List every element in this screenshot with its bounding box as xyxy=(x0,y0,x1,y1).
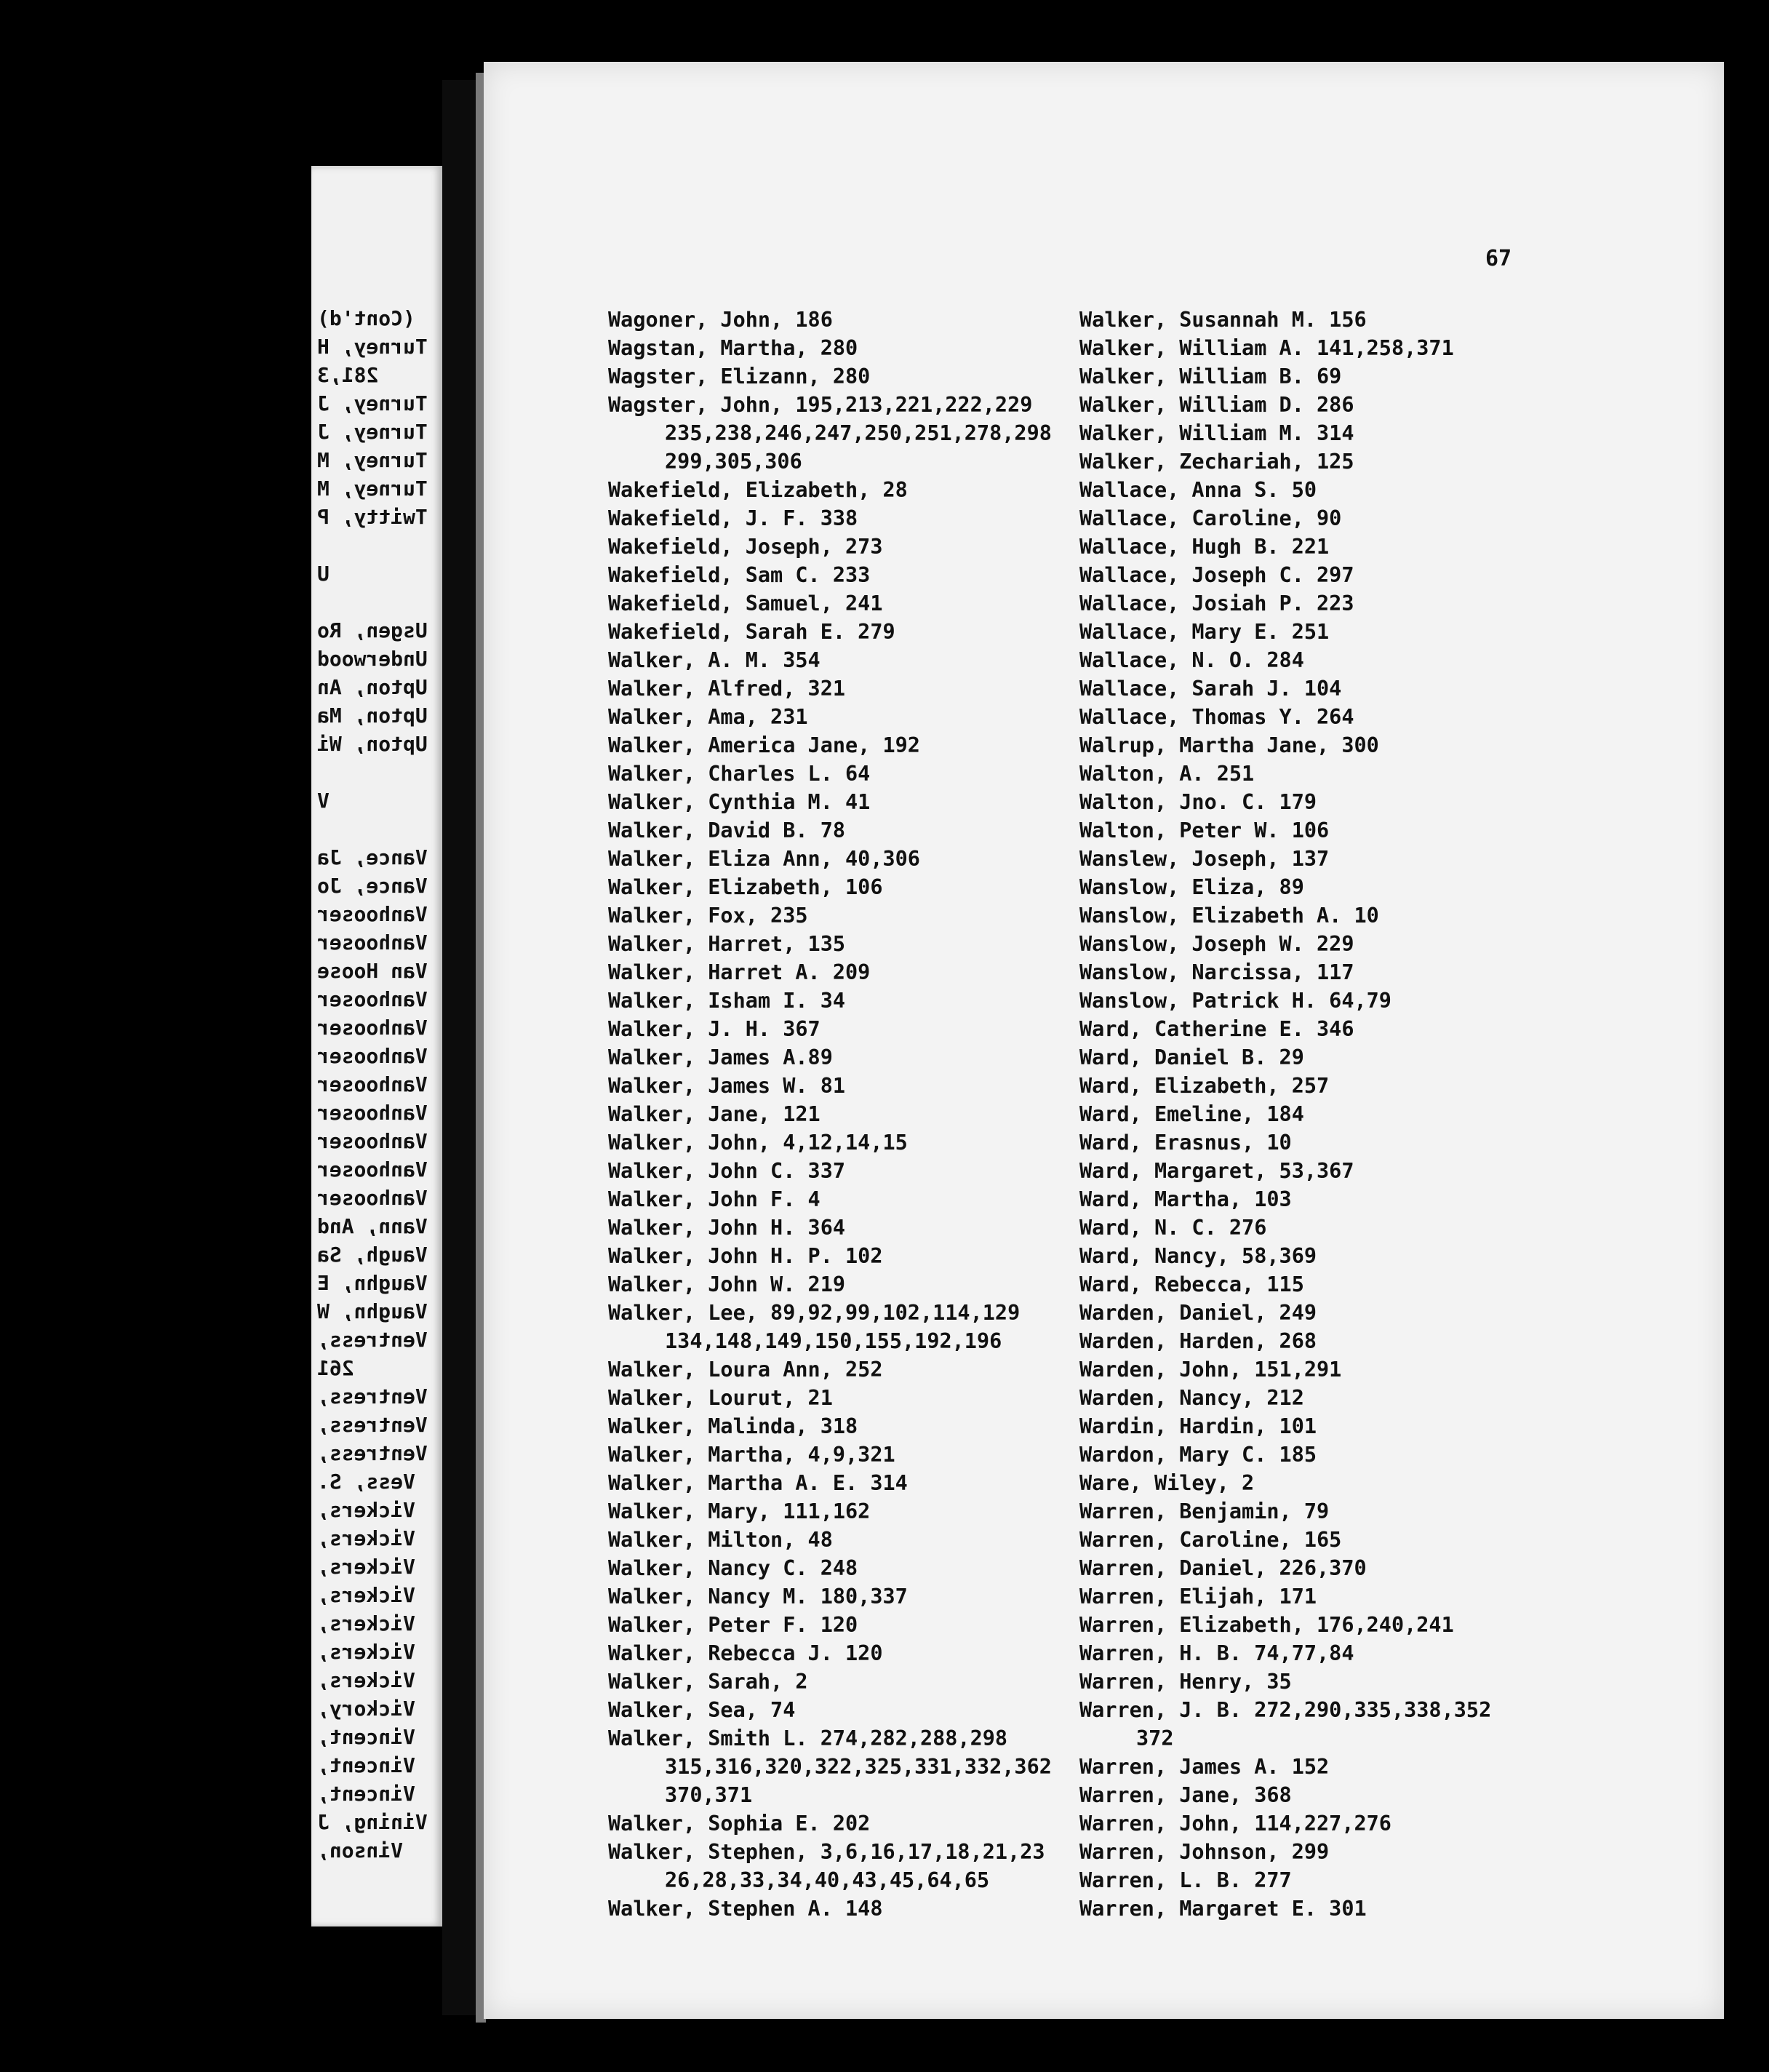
index-entry: 370,371 xyxy=(665,1783,753,1807)
index-entry: Wallace, Joseph C. 297 xyxy=(1079,563,1354,587)
mirrored-line: Ventress, xyxy=(317,1384,428,1408)
mirrored-line: Vickers, xyxy=(317,1526,415,1550)
index-entry: 315,316,320,322,325,331,332,362 xyxy=(665,1755,1052,1779)
page-number: 67 xyxy=(1485,246,1512,271)
mirrored-line: Vanhooser xyxy=(317,1044,428,1068)
index-entry: Wanslow, Elizabeth A. 10 xyxy=(1079,904,1379,928)
index-entry: Walker, Stephen A. 148 xyxy=(608,1897,883,1921)
index-entry: Warren, H. B. 74,77,84 xyxy=(1079,1641,1354,1665)
index-entry: Wanslow, Joseph W. 229 xyxy=(1079,932,1354,956)
index-entry: Warren, John, 114,227,276 xyxy=(1079,1812,1391,1836)
index-entry: Wagstan, Martha, 280 xyxy=(608,336,858,360)
index-entry: Warren, L. B. 277 xyxy=(1079,1868,1292,1892)
index-column-left xyxy=(608,306,1052,1923)
book-spine xyxy=(442,80,476,2015)
index-entry: Walton, Peter W. 106 xyxy=(1079,818,1330,842)
index-entry: Walker, Lee, 89,92,99,102,114,129 xyxy=(608,1301,1021,1325)
mirrored-line: Vincent, xyxy=(317,1782,415,1806)
index-entry: Wagster, John, 195,213,221,222,229 xyxy=(608,393,1033,417)
mirrored-line: Upton, An xyxy=(317,675,428,699)
index-entry: Walker, Nancy C. 248 xyxy=(608,1556,858,1580)
mirrored-line: Underwood xyxy=(317,647,428,671)
index-entry: Walker, Ama, 231 xyxy=(608,705,808,729)
mirrored-line: Vining, J xyxy=(317,1810,428,1834)
index-entry: Walker, Sea, 74 xyxy=(608,1698,796,1722)
index-entry: Walker, Isham I. 34 xyxy=(608,989,846,1013)
index-entry: Walker, John H. 364 xyxy=(608,1216,846,1240)
mirrored-line: Vaughn, W xyxy=(317,1299,428,1323)
mirrored-line: Turney, J xyxy=(317,420,428,444)
mirrored-line: (Cont'd) xyxy=(317,306,415,330)
mirrored-line: 281,3 xyxy=(317,363,379,387)
index-entry: 299,305,306 xyxy=(665,450,802,474)
index-entry: Walker, Milton, 48 xyxy=(608,1528,833,1552)
index-entry: Ward, Catherine E. 346 xyxy=(1079,1017,1354,1041)
index-entry: Wanslow, Patrick H. 64,79 xyxy=(1079,989,1391,1013)
index-entry: Walker, Stephen, 3,6,16,17,18,21,23 xyxy=(608,1840,1045,1864)
mirrored-line: Ventress, xyxy=(317,1413,428,1437)
index-entry: Walker, Mary, 111,162 xyxy=(608,1499,871,1523)
index-entry: Warren, Caroline, 165 xyxy=(1079,1528,1342,1552)
index-entry: Warren, Jane, 368 xyxy=(1079,1783,1292,1807)
index-entry: Walker, John C. 337 xyxy=(608,1159,846,1183)
index-entry: Walker, John F. 4 xyxy=(608,1187,820,1211)
index-entry: 26,28,33,34,40,43,45,64,65 xyxy=(665,1868,990,1892)
index-entry: Walker, J. H. 367 xyxy=(608,1017,820,1041)
index-entry: Warren, Johnson, 299 xyxy=(1079,1840,1330,1864)
mirrored-line: Vaugh, Sa xyxy=(317,1243,428,1267)
mirrored-line: Vickers, xyxy=(317,1668,415,1692)
index-entry: Ward, N. C. 276 xyxy=(1079,1216,1267,1240)
index-entry: 235,238,246,247,250,251,278,298 xyxy=(665,421,1052,445)
index-entry: Walker, America Jane, 192 xyxy=(608,733,920,757)
index-entry: Warren, James A. 152 xyxy=(1079,1755,1330,1779)
index-entry: Warden, Nancy, 212 xyxy=(1079,1386,1304,1410)
index-entry: 372 xyxy=(1136,1726,1174,1750)
index-entry: Walker, A. M. 354 xyxy=(608,648,820,672)
index-entry: Walker, Sophia E. 202 xyxy=(608,1812,871,1836)
mirrored-line: U xyxy=(317,562,330,586)
index-entry: Walton, Jno. C. 179 xyxy=(1079,790,1317,814)
mirrored-line: V xyxy=(317,789,330,813)
index-entry: Ward, Rebecca, 115 xyxy=(1079,1272,1304,1296)
index-entry: Walker, Martha, 4,9,321 xyxy=(608,1443,895,1467)
mirrored-line: Vanhooser xyxy=(317,902,428,926)
index-entry: Walker, Alfred, 321 xyxy=(608,677,846,701)
index-entry: Wardin, Hardin, 101 xyxy=(1079,1414,1317,1438)
mirrored-line: 261 xyxy=(317,1356,354,1380)
index-entry: Warren, Henry, 35 xyxy=(1079,1670,1292,1694)
mirrored-line: Vance, Ja xyxy=(317,845,428,869)
index-entry: Walker, Jane, 121 xyxy=(608,1102,820,1126)
index-entry: Wallace, Thomas Y. 264 xyxy=(1079,705,1354,729)
index-entry: Wagster, Elizann, 280 xyxy=(608,364,871,388)
mirrored-line: Vincent, xyxy=(317,1753,415,1777)
mirrored-line: Vickory, xyxy=(317,1697,415,1721)
mirrored-line: Upton, Wi xyxy=(317,732,428,756)
index-entry: Wallace, Caroline, 90 xyxy=(1079,506,1342,530)
index-entry: Wallace, Anna S. 50 xyxy=(1079,478,1317,502)
index-entry: Walker, Elizabeth, 106 xyxy=(608,875,883,899)
index-entry: Warden, John, 151,291 xyxy=(1079,1358,1342,1382)
index-entry: Wakefield, Sarah E. 279 xyxy=(608,620,895,644)
index-entry: Wallace, N. O. 284 xyxy=(1079,648,1304,672)
index-entry: Ward, Margaret, 53,367 xyxy=(1079,1159,1354,1183)
index-entry: Walker, Rebecca J. 120 xyxy=(608,1641,883,1665)
index-entry: Walker, William D. 286 xyxy=(1079,393,1354,417)
index-entry: Wallace, Josiah P. 223 xyxy=(1079,591,1354,615)
mirrored-line: Upton, Ma xyxy=(317,704,428,728)
mirrored-line: Van Hoose xyxy=(317,959,428,983)
mirrored-line: Vincent, xyxy=(317,1725,415,1749)
index-entry: Walker, James A.89 xyxy=(608,1045,833,1069)
mirrored-line: Turney, M xyxy=(317,477,428,501)
index-entry: Walker, Sarah, 2 xyxy=(608,1670,808,1694)
index-entry: Warren, Elijah, 171 xyxy=(1079,1585,1317,1609)
index-entry: Walker, Fox, 235 xyxy=(608,904,808,928)
mirrored-line: Turney, M xyxy=(317,448,428,472)
index-entry: Walker, Charles L. 64 xyxy=(608,762,871,786)
index-entry: Walker, Zechariah, 125 xyxy=(1079,450,1354,474)
mirrored-line: Vess, S. xyxy=(317,1470,415,1494)
mirrored-line: Vickers, xyxy=(317,1555,415,1579)
mirrored-line: Vanhooser xyxy=(317,1129,428,1153)
index-entry: Walker, John H. P. 102 xyxy=(608,1244,883,1268)
index-entry: Warden, Daniel, 249 xyxy=(1079,1301,1317,1325)
index-entry: Walker, Eliza Ann, 40,306 xyxy=(608,847,920,871)
index-entry: Walker, Peter F. 120 xyxy=(608,1613,858,1637)
index-entry: Ward, Elizabeth, 257 xyxy=(1079,1074,1330,1098)
mirrored-line: Vanhooser xyxy=(317,1016,428,1040)
index-entry: Walker, David B. 78 xyxy=(608,818,846,842)
index-entry: Ward, Daniel B. 29 xyxy=(1079,1045,1304,1069)
index-entry: Wakefield, Joseph, 273 xyxy=(608,535,883,559)
index-entry: Wallace, Mary E. 251 xyxy=(1079,620,1330,644)
index-entry: Wanslow, Narcissa, 117 xyxy=(1079,960,1354,984)
index-entry: Ward, Erasnus, 10 xyxy=(1079,1131,1292,1155)
index-entry: Walker, Nancy M. 180,337 xyxy=(608,1585,908,1609)
index-entry: Wanslew, Joseph, 137 xyxy=(1079,847,1330,871)
index-entry: Wagoner, John, 186 xyxy=(608,308,833,332)
index-entry: Walker, Loura Ann, 252 xyxy=(608,1358,883,1382)
index-entry: Walrup, Martha Jane, 300 xyxy=(1079,733,1379,757)
index-entry: Wardon, Mary C. 185 xyxy=(1079,1443,1317,1467)
index-entry: Walker, Martha A. E. 314 xyxy=(608,1471,908,1495)
mirrored-line: Vance, Jo xyxy=(317,874,428,898)
index-entry: Walker, Harret, 135 xyxy=(608,932,846,956)
index-entry: Walker, William B. 69 xyxy=(1079,364,1342,388)
index-column-right xyxy=(1079,306,1491,1923)
index-entry: Wanslow, Eliza, 89 xyxy=(1079,875,1304,899)
index-entry: Walker, Susannah M. 156 xyxy=(1079,308,1367,332)
index-entry: Warren, J. B. 272,290,335,338,352 xyxy=(1079,1698,1492,1722)
mirrored-line: Turney, J xyxy=(317,391,428,415)
index-entry: Walker, John, 4,12,14,15 xyxy=(608,1131,908,1155)
mirrored-line: Vaughn, E xyxy=(317,1271,428,1295)
mirrored-line: Vickers, xyxy=(317,1640,415,1664)
index-entry: Ward, Nancy, 58,369 xyxy=(1079,1244,1317,1268)
index-entry: Walker, Cynthia M. 41 xyxy=(608,790,871,814)
index-entry: Wallace, Sarah J. 104 xyxy=(1079,677,1342,701)
mirrored-line: Usgen, Ro xyxy=(317,618,428,642)
mirrored-line: Vinson, xyxy=(317,1838,404,1862)
mirrored-line: Vickers, xyxy=(317,1611,415,1635)
index-entry: Warren, Benjamin, 79 xyxy=(1079,1499,1330,1523)
mirrored-line: Vann, And xyxy=(317,1214,428,1238)
index-entry: 134,148,149,150,155,192,196 xyxy=(665,1329,1002,1353)
index-entry: Warren, Margaret E. 301 xyxy=(1079,1897,1367,1921)
index-entry: Walker, John W. 219 xyxy=(608,1272,846,1296)
index-entry: Wallace, Hugh B. 221 xyxy=(1079,535,1330,559)
index-entry: Wakefield, Elizabeth, 28 xyxy=(608,478,908,502)
index-entry: Ward, Emeline, 184 xyxy=(1079,1102,1304,1126)
mirrored-line: Turney, H xyxy=(317,335,428,359)
facing-page-strip xyxy=(311,166,442,1926)
index-entry: Walker, Lourut, 21 xyxy=(608,1386,833,1410)
mirrored-line: Ventress, xyxy=(317,1328,428,1352)
mirrored-line: Ventress, xyxy=(317,1441,428,1465)
index-entry: Wakefield, J. F. 338 xyxy=(608,506,858,530)
index-entry: Walker, Smith L. 274,282,288,298 xyxy=(608,1726,1008,1750)
index-entry: Warren, Daniel, 226,370 xyxy=(1079,1556,1367,1580)
index-entry: Walker, Malinda, 318 xyxy=(608,1414,858,1438)
mirrored-line: Vickers, xyxy=(317,1498,415,1522)
mirrored-line: Vanhooser xyxy=(317,1157,428,1182)
index-entry: Wakefield, Sam C. 233 xyxy=(608,563,871,587)
mirrored-line: Vickers, xyxy=(317,1583,415,1607)
mirrored-line: Vanhooser xyxy=(317,1101,428,1125)
index-entry: Ware, Wiley, 2 xyxy=(1079,1471,1255,1495)
index-entry: Wakefield, Samuel, 241 xyxy=(608,591,883,615)
mirrored-line: Vanhooser xyxy=(317,987,428,1011)
index-entry: Warren, Elizabeth, 176,240,241 xyxy=(1079,1613,1454,1637)
index-entry: Ward, Martha, 103 xyxy=(1079,1187,1292,1211)
mirrored-line: Vanhooser xyxy=(317,1072,428,1096)
index-entry: Warden, Harden, 268 xyxy=(1079,1329,1317,1353)
index-entry: Walker, William A. 141,258,371 xyxy=(1079,336,1454,360)
mirrored-text-area xyxy=(311,166,442,1926)
index-entry: Walker, James W. 81 xyxy=(608,1074,846,1098)
mirrored-line: Vanhooser xyxy=(317,931,428,955)
index-entry: Walker, Harret A. 209 xyxy=(608,960,871,984)
mirrored-line: Vanhooser xyxy=(317,1186,428,1210)
mirrored-line: Twitty, P xyxy=(317,505,428,529)
index-entry: Walton, A. 251 xyxy=(1079,762,1255,786)
index-entry: Walker, William M. 314 xyxy=(1079,421,1354,445)
